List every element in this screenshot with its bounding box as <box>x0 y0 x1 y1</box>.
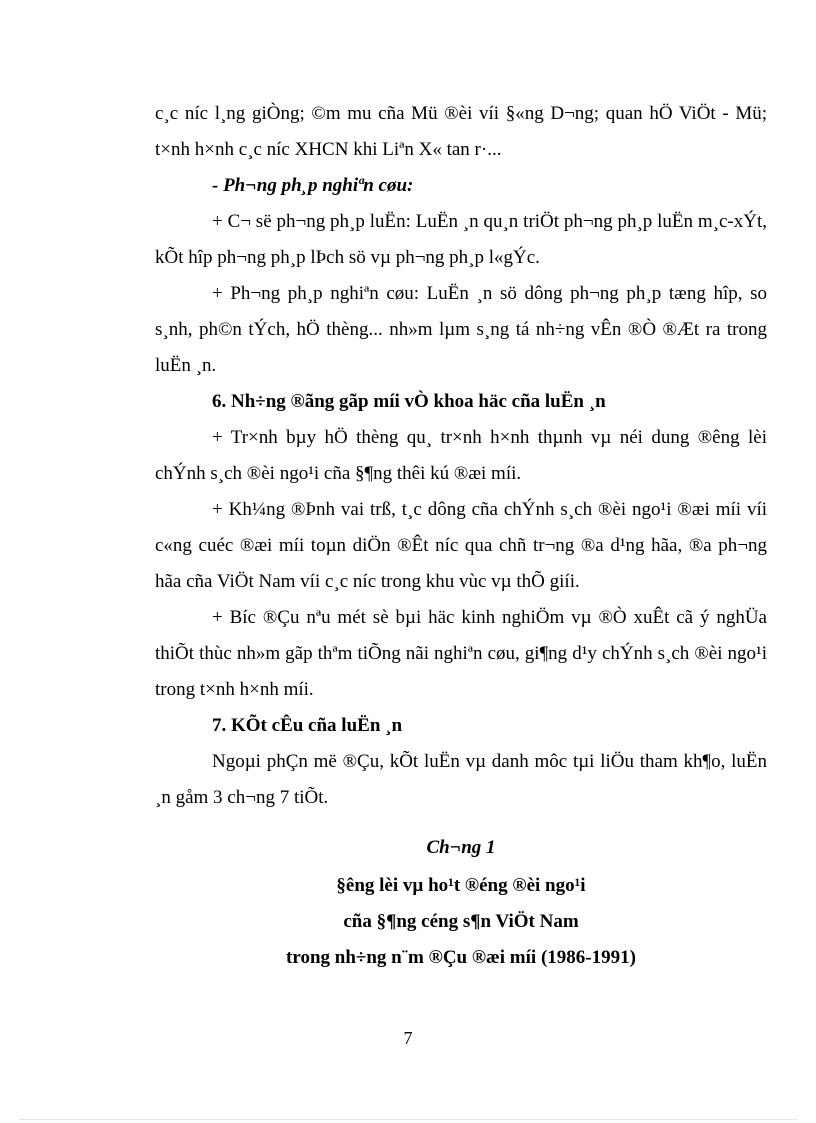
section-6-heading: 6. Nh÷ng ®ãng gãp míi vÒ khoa häc cña luËn ¸n <box>212 391 606 412</box>
methods-heading: - Ph¬ng ph¸p nghiªn cøu: <box>212 175 414 196</box>
chapter-title-line-2: cña §¶ng céng s¶n ViÖt Nam <box>343 911 579 932</box>
methods-paragraph-1: + C¬ së ph¬ng ph¸p luËn: LuËn ¸n qu¸n triÖt ph¬ng ph¸p luËn m¸c-xÝt, kÕt hîp ph¬ng ph¸p lÞch sö vµ ph¬ng ph¸p l«gÝc. <box>155 211 767 268</box>
page-number: 7 <box>403 1028 413 1048</box>
section-7-paragraph: Ngoµi phÇn më ®Çu, kÕt luËn vµ danh môc tµi liÖu tham kh¶o, luËn ¸n gåm 3 ch¬ng 7 tiÕt. <box>155 751 767 808</box>
chapter-title-line-3: trong nh÷ng n¨m ®Çu ®æi míi (1986-1991) <box>286 947 636 968</box>
methods-paragraph-2: + Ph¬ng ph¸p nghiªn cøu: LuËn ¸n sö dông ph¬ng ph¸p tæng hîp, so s¸nh, ph©n tÝch, hÖ thèng... nh»m lµm s¸ng tá nh÷ng vÊn ®Ò ®Æt ra trong luËn ¸n. <box>155 283 767 376</box>
section-7-heading: 7. KÕt cÊu cña luËn ¸n <box>212 715 403 736</box>
section-6-paragraph-2: + Kh¼ng ®Þnh vai trß, t¸c dông cña chÝnh s¸ch ®èi ngo¹i ®æi míi víi c«ng cuéc ®æi míi toµn diÖn ®Êt níc qua chñ tr¬ng ®a d¹ng hãa, ®a ph¬ng hãa cña ViÖt Nam víi c¸c níc trong khu vùc vµ thÕ giíi. <box>155 499 767 592</box>
section-6-paragraph-1: + Tr×nh bµy hÖ thèng qu¸ tr×nh h×nh thµnh vµ néi dung ®êng lèi chÝnh s¸ch ®èi ngo¹i cña §¶ng thêi kú ®æi míi. <box>155 427 767 484</box>
chapter-title-line-1: §êng lèi vµ ho¹t ®éng ®èi ngo¹i <box>336 875 586 896</box>
chapter-label: Ch¬ng 1 <box>426 837 496 858</box>
chapter-block <box>155 830 767 976</box>
intro-paragraph: c¸c níc l¸ng giÒng; ©m mu cña Mü ®èi víi §«ng D¬ng; quan hÖ ViÖt - Mü; t×nh h×nh c¸c níc XHCN khi Liªn X« tan r·... <box>155 103 767 160</box>
body-text <box>155 96 767 816</box>
section-6-paragraph-3: + Bíc ®Çu nªu mét sè bµi häc kinh nghiÖm vµ ®Ò xuÊt cã ý nghÜa thiÕt thùc nh»m gãp thªm tiÕng nãi nghiªn cøu, gi¶ng d¹y chÝnh s¸ch ®èi ngo¹i trong t×nh h×nh míi. <box>155 607 767 700</box>
page-bottom-rule <box>20 1119 796 1120</box>
